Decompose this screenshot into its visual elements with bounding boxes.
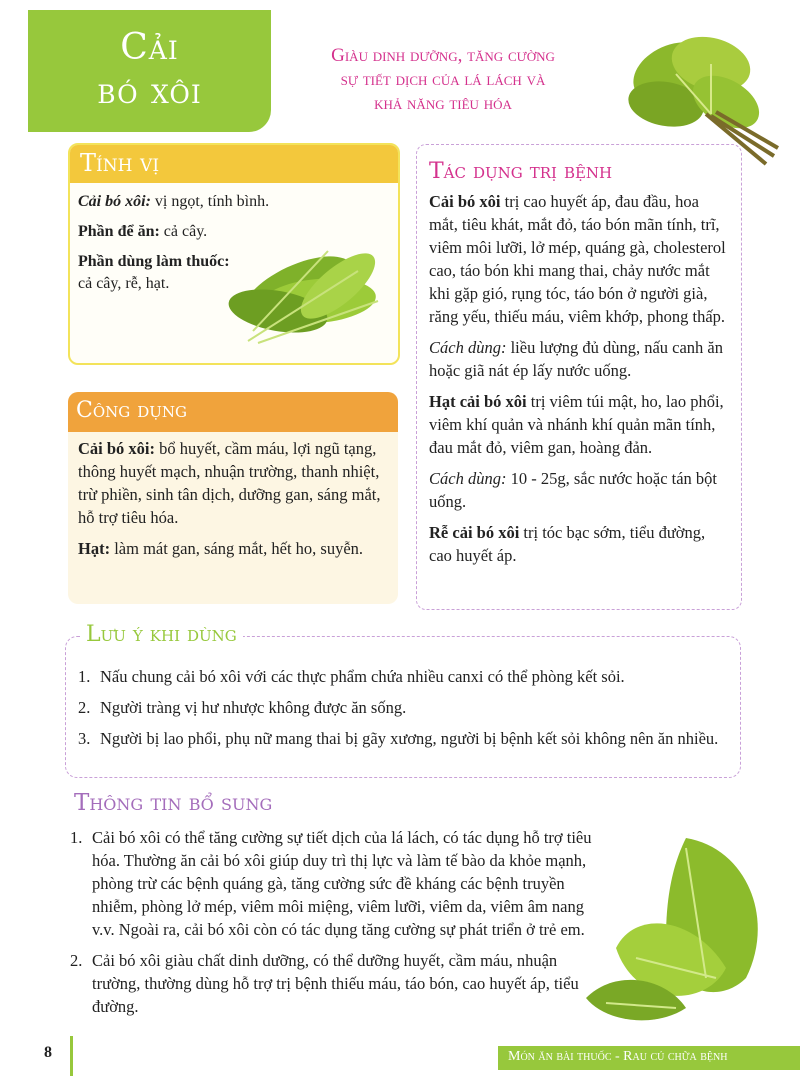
cong-dung-box (68, 392, 398, 604)
title-line-2: bó xôi (97, 71, 202, 112)
list-item: 1. Cải bó xôi có thể tăng cường sự tiết dịch của lá lách, có tác dụng hỗ trợ tiêu hóa. Thường ăn cải bó xôi giúp duy trì thị lực và làm tế bào da khỏe mạnh, phòng trừ các bệnh quáng gà, tăng cường sức đề kháng các bệnh truyền nhiễm, phòng lở mép, viêm môi miệng, viêm lưỡi, viêm da, viêm âm nang v.v. Ngoài ra, cải bó xôi còn có tác dụng tăng cường sự phát triển ở trẻ em. (70, 828, 592, 939)
tagline-line-2: sự tiết dịch của lá lách và (340, 69, 546, 90)
cong-dung-header: Công dụng (68, 392, 398, 432)
page-title (28, 10, 271, 132)
tagline (278, 44, 608, 116)
thong-tin-header: Thông tin bổ sung (74, 790, 273, 816)
tac-dung-para-1: Cải bó xôi trị cao huyết áp, đau đầu, hoa mắt, tiêu khát, mắt đỏ, táo bón mãn tính, trĩ, viêm môi lưỡi, lở mép, quáng gà, cholesterol cao, táo bón khi mang thai, chảy nước mắt khi gặp gió, rụng tóc, táo bón ở người già, răng yếu, thiếu máu, viêm khớp, phong thấp. (429, 192, 726, 326)
tinh-vi-line-1: Cải bó xôi: vị ngọt, tính bình. (78, 193, 270, 210)
tac-dung-para-4: Cách dùng: 10 - 25g, sắc nước hoặc tán bột uống. (429, 469, 718, 511)
tinh-vi-line-3: Phần dùng làm thuốc: cả cây, rễ, hạt. (78, 253, 230, 292)
list-item: 2. Người tràng vị hư nhược không được ăn sống. (78, 698, 407, 717)
list-item: 1. Nấu chung cải bó xôi với các thực phẩm chứa nhiều canxi có thể phòng kết sỏi. (78, 667, 625, 686)
page-number: 8 (44, 1044, 52, 1061)
spinach-leaves-icon (218, 231, 398, 361)
title-line-1: Cải (120, 27, 179, 68)
cong-dung-line-1: Cải bó xôi: bổ huyết, cầm máu, lợi ngũ tạng, thông huyết mạch, nhuận trường, thanh nhiệt, trừ phiền, sinh tân dịch, dưỡng gan, sáng mắt, hỗ trợ tiêu hóa. (78, 439, 381, 527)
cong-dung-line-2: Hạt: làm mát gan, sáng mắt, hết ho, suyễn. (78, 539, 364, 558)
tac-dung-box (416, 144, 742, 610)
list-item: 3. Người bị lao phổi, phụ nữ mang thai bị gãy xương, người bị bệnh kết sỏi không nên ăn nhiều. (78, 729, 719, 748)
tinh-vi-box (68, 143, 400, 365)
page-divider (70, 1036, 73, 1076)
list-item: 2. Cải bó xôi giàu chất dinh dưỡng, có thể dưỡng huyết, cầm máu, nhuận trường, thường dùng hỗ trợ trị bệnh thiếu máu, táo bón, cao huyết áp, tiểu đường. (70, 951, 579, 1016)
luu-y-header: Lưu ý khi dùng (80, 622, 243, 647)
tac-dung-header: Tác dụng trị bệnh (429, 159, 613, 184)
tagline-line-3: khả năng tiêu hóa (374, 93, 512, 114)
tac-dung-para-3: Hạt cải bó xôi trị viêm túi mật, ho, lao phổi, viêm khí quản và nhánh khí quản mãn tính, đau mắt đỏ, viêm gan, hoàng đản. (429, 392, 724, 457)
tac-dung-para-5: Rễ cải bó xôi trị tóc bạc sớm, tiểu đường, cao huyết áp. (429, 523, 706, 565)
tagline-line-1: Giàu dinh dưỡng, tăng cường (331, 45, 555, 66)
tinh-vi-line-2: Phần để ăn: cả cây. (78, 223, 208, 240)
tinh-vi-header: Tính vị (70, 145, 398, 183)
spinach-leaf-icon (576, 828, 796, 1028)
tac-dung-para-2: Cách dùng: liều lượng đủ dùng, nấu canh ăn hoặc giã nát ép lấy nước uống. (429, 338, 723, 380)
luu-y-list (78, 665, 740, 750)
luu-y-box (65, 636, 741, 778)
book-title: Món ăn bài thuốc - Rau củ chữa bệnh (498, 1046, 800, 1070)
